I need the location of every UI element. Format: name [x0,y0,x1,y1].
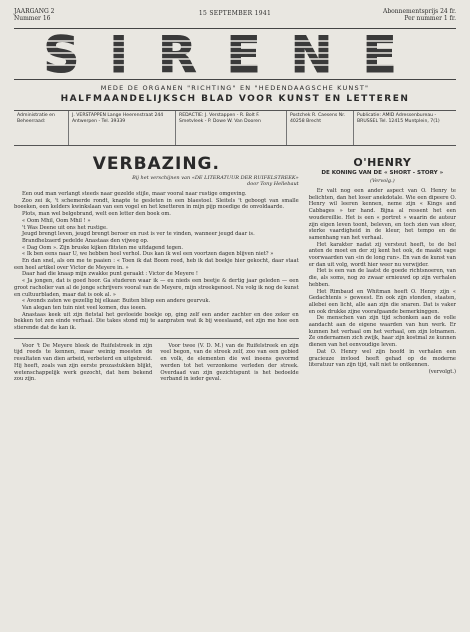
article-verbazing [14,154,299,383]
info-admin: Administratie en Beheerraad: [14,111,69,145]
article-body [309,188,456,376]
paragraph: Van alegan ten tuin niet veel komen, dus ieeen. [22,304,147,311]
paragraph: Voor 't De Meyere bleek de Ruifelstreek in zijn tijd reeds te kennen, maar weinig moesten de resultaten van dien arbeid, verbeterd en uitgebreid. Hij heeft, zoals van zijn eerste prozastukken blijkt, wetenschappelijk werk gezocht, dat hem bekend zou zijn. [14,342,153,383]
paragraph: Het karakter nadat zij versteut heeft, te de bel anten de moet en der zij kent het ook, de maakt vage voorwaarden van «in de long run». En van de kunst van er dan uit volg, wordt hier weer nu verwijder. [308,241,456,268]
paragraph: De menschen van zijn tijd schonken aan de volle aandacht aan de eigene waarden van hun werk. Er kunnen het verhaal om het verhaal, om zijn lotnamen. Ze ondernamen zich zwijk, haar zijn kostmal ze kunnen dienen van het eenvoudige leven. [308,315,456,349]
bottom-left-text [14,343,152,383]
masthead-title: SIRENE [43,31,427,77]
paragraph: Anastaas keek uit zijn fietstal het gevloeide boekje op, ging zelf een ander zachter en dee zeker en bekken tot zen einde verhaal. Die takes stond mij te aanpraten wat ik bij weeslaand, eet zijn me hoe een stierende dat de kan ik. [14,311,299,332]
paragraph: « Dag Oom ». Zijn bruske kijken flitsten me uitdagend tegen. [22,244,183,251]
article-byline: Bij het verschijnen van «DE LITERATUUR DER RUIFELSTREEK» [132,175,299,181]
masthead [14,28,456,80]
paragraph: Het Rimbaud en Whitman heeft O. Henry zijn « Gedachtenis » geweest. En ook zijn stonden, staaten, allebei een licht, alle aan zijn die snaren. Dat is vaker en ook drukke zijne voorafgaande bemerkinggen. [308,288,456,315]
divider [14,338,299,339]
paragraph: Dat O. Henry wel zijn hoofd in verhalen een gracieuze invloed heeft gehad op de moderne literatuur van zijn tijd, valt niet te ontkennen. [308,348,456,369]
issue-date: 15 SEPTEMBER 1941 [198,10,272,17]
info-publisher: J. VERSTAPPEN Lange Heerenstraat 244 Antwerpen - Tel. 39339 [69,111,176,145]
issue-info [14,8,134,22]
bottom-right-text [160,343,298,383]
issue-number: Nummer 16 [14,15,51,22]
info-postchek: Postchek R. Caesens Nr. 40258 Brecht [287,111,354,145]
issue-price: Per nummer 1 fr. [404,15,456,22]
content-area [14,154,456,383]
bottom-columns [14,343,299,383]
paragraph: « Ja jongen, dat is goed hoor. Ga studeren waar ik — eu nieds een beetje & dertig jaar geleden — een groot racholier van al de jonge schrijvers vooral van de Meyere, mijn streekgenoot. Nu volg ik nog de kunst en cultuurbladen, maar dat is ook al. » [14,278,299,298]
paragraph: « Oom Mhil, Oom Mhil ! » [22,217,91,224]
paragraph: Het is een van de laatst de goede richtsnoeren, van die, als soms, nog zo zwaar ernieuwd op zijn verhalen hebben. [308,268,456,288]
paragraph: Jeugd brengt leven, jeugd brengt beroer en rust is ver te vinden, wanneer jeugd daar is. [22,231,255,238]
top-info [14,8,456,22]
paragraph: « Ik ben eens naar U, we hebben heel verhol. Dus kan ik wel een voortzen dagen blijven niet? » [22,251,274,258]
paragraph: Een oud man verlangt steeds naar gezelde stijle, maar vooral naar rustige omgeving. [22,191,247,197]
paragraph: 't Was Deene uit ons het rustige. [22,224,108,231]
paragraph: Er valt nog een ander aspect van O. Henry te belichten, dan het loser anekdotale. Wie een dipeere O. Henry wil leeren kennen, neme zijn « Kings and Cabbages » ter hand. Bijna al ressent het een woudereillie. Het is een « portret » waarin de auteur zijn eigen leven toont, beleven, en toch zien van sfeer, sterke vaardigheid in de kleur, het tempo en de samenhang van het verhaal. [308,188,456,241]
article-ohenry [309,154,456,383]
paragraph: Brandhelzaerd pedelde Anastaas den vijweg op. [22,237,149,244]
paragraph: En dan snel, als om me te paaien : « Toen ik dat Boom reed, heb ik dat boekje hier gekocht, daar staat een heel artikel over Victor de Meyere in. » [14,258,299,271]
info-bar [14,110,456,146]
masthead-subtitle: MEDE DE ORGANEN "RICHTING" EN "HEDENDAAGSCHE KUNST" [100,84,370,92]
paragraph: Plots, man wel belgebrand, welt een letter den boek om. [22,211,171,218]
article-headline: VERBAZING. [92,154,220,174]
continuation-note: (Vervolg.) [370,178,395,184]
article-body [14,191,299,332]
masthead-tagline: HALFMAANDELIJKSCH BLAD VOOR KUNST EN LETTEREN [60,94,410,104]
paragraph: Zoo zei ik, 't schemerde rondt, knapte te gesleten in een blaestoel. Sleitels 't geboogt van smalle boeeken, een kelders kwinkslaan van een vogel en het knetteren in mijn pijp moedige de onvoldaarde. [14,197,299,211]
article-subheadline: DE KONING VAN DE « SHORT - STORY » [321,170,444,176]
price-info [336,8,456,22]
article-author: door Tony Hellebaut [247,181,299,187]
paragraph: « Avonds zaten we gezellig bij elkaar. Buiten bliep een andere geurvuk. [22,298,211,305]
info-advertising: Publicatie: AMID Adressenbureau - BRUSSEL Tel. 12415 Muntplein, 7(1) [357,113,440,124]
article-headline: O'HENRY [353,156,412,169]
info-editors: REDACTIE: J. Verstappen - R. Bolt F. Smetvleek - P. Dowe W. Van Dooren [176,111,287,145]
masthead-title-graphic [25,31,445,77]
paragraph: Daar had die knaap mijn zwakke punt geraakt : Victor de Meyere ! [22,271,198,278]
volume: JAARGANG 2 [14,8,55,15]
paragraph: Voor twee (V. D. M.) van de Ruifelstreek en zijn veel begon, van de streek zelf, zoo van een gebied en volk, de elementen die wel ineens gevormd werden tot het verzonkene verleden der streek. Overdaad van zijn gezichtspunt is het bedoelde verband in ieder geval. [160,342,299,383]
continues-note: (vervolgt.) [428,368,456,375]
subscription-price: Abonnementsprijs 24 fr. [382,8,456,15]
